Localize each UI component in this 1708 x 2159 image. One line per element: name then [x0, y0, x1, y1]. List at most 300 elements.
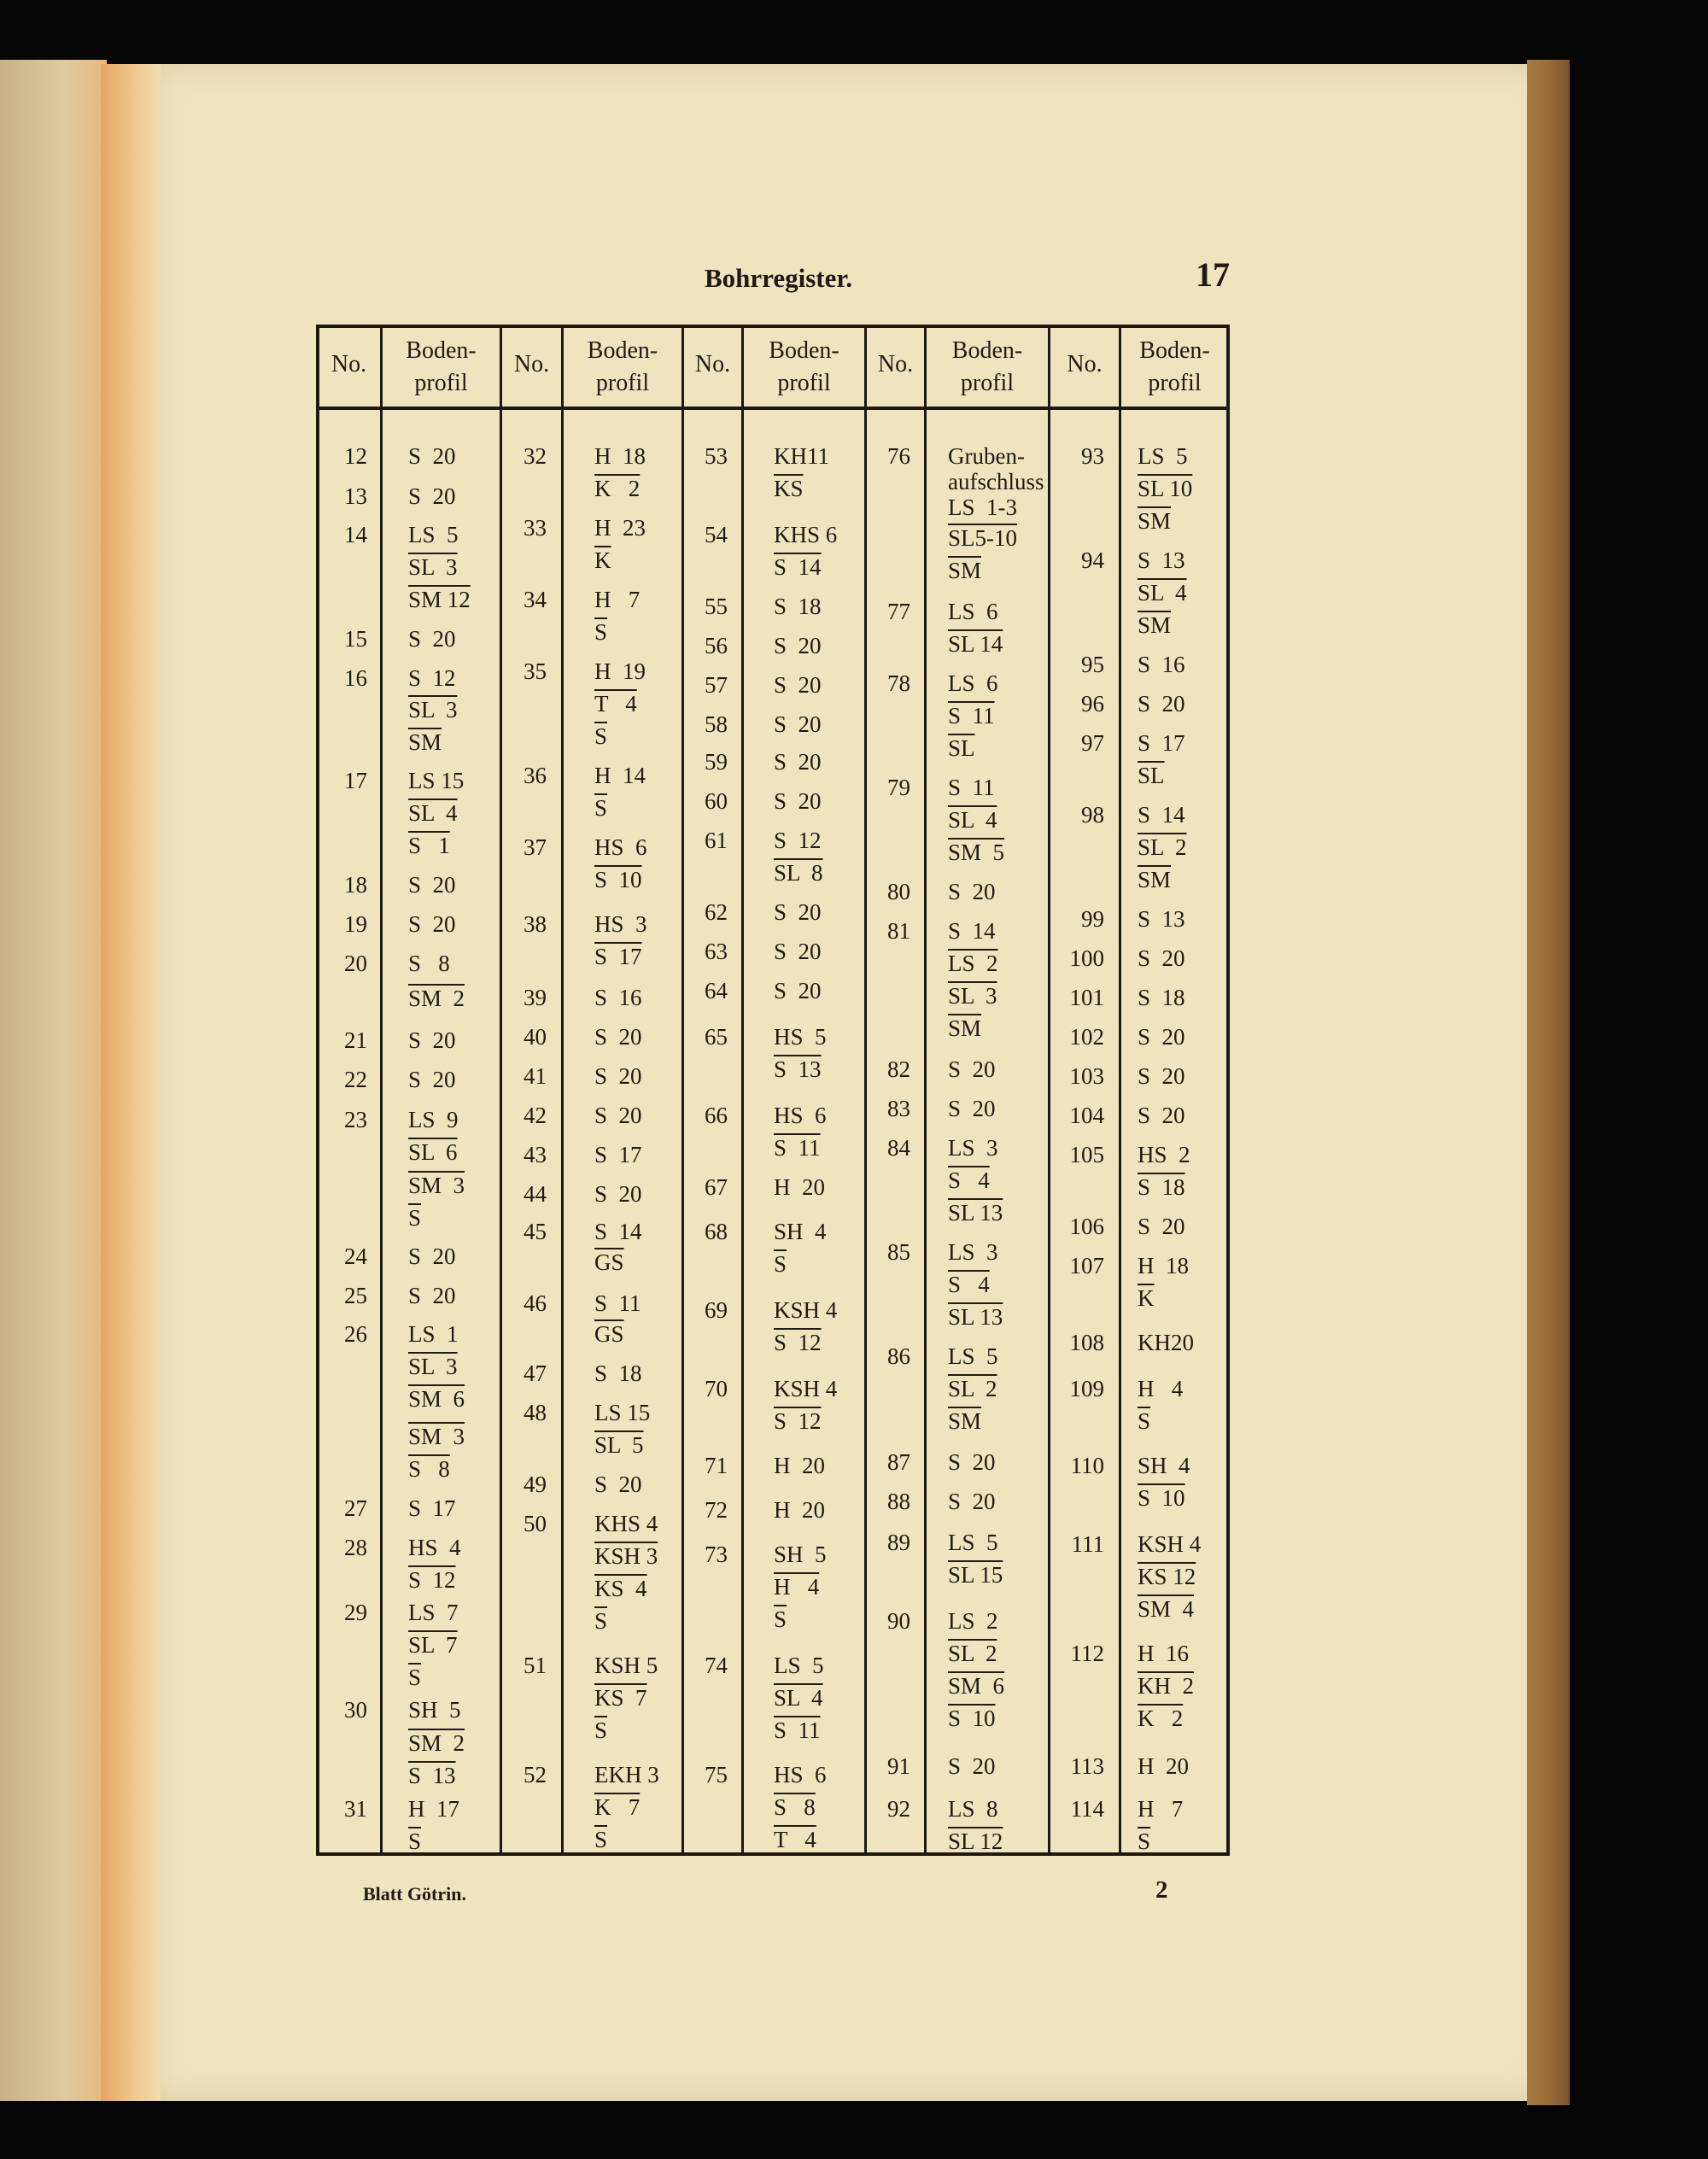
- soil-profile-entry: S 20: [774, 978, 822, 1003]
- soil-profile-entry: S 20: [1138, 691, 1185, 717]
- bore-number: 14: [344, 522, 367, 547]
- bore-number: 112: [1070, 1641, 1104, 1666]
- soil-profile-entry: KS 12: [1138, 1564, 1196, 1589]
- soil-profile-entry: H 14: [594, 763, 646, 788]
- soil-profile-entry: S 4: [948, 1167, 990, 1193]
- bore-number: 22: [344, 1067, 367, 1092]
- soil-profile-entry: S 20: [1138, 1214, 1185, 1239]
- soil-profile-entry: $\overline{SM}$: [1138, 612, 1172, 638]
- soil-profile-entry: LS 8: [948, 1796, 998, 1822]
- soil-profile-entry: S 20: [948, 1056, 996, 1082]
- soil-profile-entry: $\overline{SL}$: [948, 735, 975, 761]
- soil-profile-entry: S 12: [408, 1567, 456, 1593]
- soil-profile-entry: $\overline{S}$: [774, 1251, 787, 1277]
- bore-number: 100: [1069, 945, 1104, 971]
- bore-number: 39: [524, 985, 547, 1010]
- soil-profile-entry: $\overline{S}$: [594, 619, 608, 645]
- soil-profile-entry: LS 3: [948, 1135, 998, 1161]
- soil-profile-entry: S 4: [948, 1272, 990, 1297]
- soil-profile-entry: S 17: [594, 944, 642, 969]
- bore-number: 30: [344, 1697, 367, 1723]
- bore-number: 104: [1069, 1103, 1104, 1128]
- soil-profile-entry: H 20: [774, 1174, 825, 1200]
- bore-number: 33: [524, 515, 547, 541]
- soil-profile-entry: S 11: [948, 703, 995, 728]
- soil-profile-entry: H 23: [594, 515, 646, 541]
- soil-profile-entry: SL 3: [408, 1354, 458, 1379]
- column-divider: [380, 325, 383, 1856]
- soil-profile-entry: SM 3: [408, 1424, 465, 1449]
- soil-profile-entry: S 20: [1138, 1103, 1185, 1128]
- soil-profile-entry: HS 3: [594, 911, 647, 937]
- soil-profile-entry: S 20: [948, 879, 996, 904]
- bore-number: 26: [344, 1321, 367, 1347]
- bore-number: 20: [344, 951, 367, 976]
- bore-number: 35: [524, 658, 547, 684]
- soil-profile-entry: S 12: [774, 1330, 822, 1355]
- bore-number: 113: [1070, 1753, 1104, 1779]
- soil-profile-entry: $\overline{S}$: [594, 1608, 608, 1634]
- soil-profile-entry: SM 6: [408, 1386, 465, 1412]
- soil-profile-entry: S 20: [774, 672, 822, 698]
- soil-profile-entry: LS 5: [948, 1343, 998, 1369]
- soil-profile-entry: LS 1-3: [948, 494, 1017, 520]
- bore-number: 17: [344, 768, 367, 793]
- bore-number: 81: [887, 918, 910, 944]
- bore-number: 90: [887, 1608, 910, 1634]
- soil-profile-entry: SL 5: [594, 1432, 644, 1458]
- header-no: No.: [694, 351, 731, 377]
- bore-number: 41: [524, 1063, 547, 1089]
- soil-profile-entry: HS 6: [774, 1103, 827, 1128]
- soil-profile-entry: $\overline{SM}$: [948, 1015, 982, 1041]
- soil-profile-entry: S 20: [774, 939, 822, 964]
- bore-number: 50: [524, 1511, 547, 1536]
- bore-number: 85: [887, 1239, 910, 1265]
- soil-profile-entry: Gruben-: [948, 443, 1025, 469]
- bore-number: 88: [887, 1489, 910, 1514]
- soil-profile-entry: LS 15: [594, 1400, 651, 1425]
- bore-number: 101: [1069, 985, 1104, 1010]
- soil-profile-entry: KS 7: [594, 1685, 647, 1711]
- soil-profile-entry: T 4: [774, 1827, 816, 1852]
- soil-profile-entry: SL5-10: [948, 525, 1017, 551]
- bore-number: 77: [887, 599, 910, 624]
- bore-number: 83: [887, 1096, 910, 1121]
- soil-profile-entry: S 20: [774, 749, 822, 775]
- bore-number: 12: [344, 443, 367, 469]
- soil-profile-entry: S 20: [774, 633, 822, 658]
- bore-number: 82: [887, 1056, 910, 1082]
- soil-profile-entry: S 17: [408, 1495, 456, 1521]
- bore-number: 109: [1069, 1376, 1104, 1401]
- soil-profile-entry: H 20: [774, 1497, 825, 1523]
- soil-profile-entry: S 1: [408, 833, 450, 858]
- soil-profile-entry: H 7: [594, 587, 640, 612]
- soil-profile-entry: $\overline{S}$: [594, 1717, 608, 1743]
- soil-profile-entry: LS 6: [948, 599, 998, 624]
- soil-profile-entry: $\overline{S}$: [1138, 1408, 1151, 1434]
- bore-number: 102: [1069, 1024, 1104, 1050]
- soil-profile-entry: $\overline{K}$: [594, 547, 611, 573]
- soil-profile-entry: LS 3: [948, 1239, 998, 1265]
- soil-profile-entry: SL 4: [948, 807, 997, 833]
- soil-profile-entry: KH20: [1138, 1330, 1194, 1355]
- soil-profile-entry: S 14: [948, 918, 996, 944]
- soil-profile-entry: SM 12: [408, 587, 471, 612]
- soil-profile-entry: $\overline{GS}$: [594, 1249, 624, 1275]
- header-profil: Boden- profil: [951, 337, 1023, 396]
- bore-number: 18: [344, 872, 367, 898]
- page-title: Bohrregister.: [705, 263, 853, 293]
- soil-profile-entry: S 20: [408, 1283, 456, 1308]
- bore-number: 28: [344, 1535, 367, 1560]
- soil-profile-entry: S 14: [774, 554, 822, 580]
- bore-number: 111: [1071, 1531, 1104, 1557]
- soil-profile-entry: H 18: [1138, 1253, 1189, 1278]
- soil-profile-entry: KS 4: [594, 1576, 647, 1601]
- bore-number: 69: [705, 1297, 728, 1323]
- soil-profile-entry: H 20: [1138, 1753, 1189, 1779]
- soil-profile-entry: S 14: [594, 1219, 642, 1244]
- bore-number: 106: [1069, 1214, 1104, 1239]
- soil-profile-entry: S 12: [774, 828, 822, 853]
- soil-profile-entry: SM 2: [408, 1730, 465, 1756]
- soil-profile-entry: $\overline{K}$: [1138, 1285, 1155, 1311]
- column-divider: [924, 325, 927, 1856]
- page-gutter: [101, 64, 161, 2101]
- soil-profile-entry: H 18: [594, 443, 646, 469]
- soil-profile-entry: KSH 4: [1138, 1531, 1202, 1557]
- soil-profile-entry: SL 2: [1138, 834, 1187, 860]
- soil-profile-entry: K 2: [1138, 1706, 1184, 1731]
- soil-profile-entry: H 17: [408, 1796, 459, 1822]
- bore-number: 27: [344, 1495, 367, 1521]
- soil-profile-entry: SL 10: [1138, 476, 1193, 501]
- bore-number: 76: [887, 443, 910, 469]
- bore-number: 53: [705, 443, 728, 469]
- header-no: No.: [1067, 351, 1103, 377]
- bore-number: 52: [524, 1762, 547, 1787]
- bore-number: 62: [705, 899, 728, 925]
- soil-profile-entry: SL 12: [948, 1828, 1003, 1854]
- bore-number: 61: [705, 828, 728, 853]
- soil-profile-entry: SH 4: [1138, 1453, 1190, 1478]
- soil-profile-entry: LS 5: [408, 522, 459, 547]
- soil-profile-entry: S 20: [1138, 945, 1185, 971]
- bore-number: 38: [524, 911, 547, 937]
- soil-profile-entry: KH 2: [1138, 1673, 1194, 1699]
- soil-profile-entry: SL 6: [408, 1139, 458, 1165]
- bore-number: 59: [705, 749, 728, 775]
- bore-number: 78: [887, 670, 910, 696]
- header-profil: Boden- profil: [1139, 337, 1210, 396]
- bore-number: 107: [1069, 1253, 1104, 1278]
- header-profil: Boden- profil: [406, 337, 477, 396]
- bore-number: 97: [1081, 730, 1104, 756]
- header-profil: Boden- profil: [769, 337, 839, 396]
- soil-profile-entry: LS 2: [948, 951, 998, 976]
- soil-profile-entry: $\overline{SL}$: [1138, 763, 1165, 788]
- soil-profile-entry: S 20: [408, 1067, 456, 1092]
- soil-profile-entry: S 20: [948, 1449, 996, 1475]
- bore-number: 48: [524, 1400, 547, 1425]
- soil-profile-entry: H 20: [774, 1453, 825, 1478]
- soil-profile-entry: SH 5: [408, 1697, 461, 1723]
- soil-profile-entry: S 20: [594, 1472, 642, 1497]
- soil-profile-entry: S 20: [774, 788, 822, 814]
- soil-profile-entry: S 20: [408, 1243, 456, 1269]
- soil-profile-entry: SL 13: [948, 1304, 1003, 1330]
- soil-profile-entry: S 20: [774, 711, 822, 737]
- soil-profile-entry: S 10: [948, 1706, 996, 1731]
- bore-number: 43: [524, 1142, 547, 1167]
- soil-profile-entry: H 4: [774, 1574, 820, 1600]
- column-divider: [741, 325, 744, 1856]
- bore-number: 40: [524, 1024, 547, 1050]
- soil-profile-entry: S 10: [1138, 1485, 1185, 1511]
- column-divider: [1119, 325, 1121, 1856]
- soil-profile-entry: $\overline{S}$: [594, 795, 608, 821]
- soil-profile-entry: S 11: [774, 1135, 821, 1161]
- page-number: 17: [1196, 255, 1230, 294]
- soil-profile-entry: LS 15: [408, 768, 465, 793]
- soil-profile-entry: SL 4: [1138, 580, 1187, 606]
- bore-number: 94: [1081, 547, 1104, 573]
- soil-profile-entry: KHS 6: [774, 522, 838, 547]
- soil-profile-entry: S 10: [594, 867, 642, 892]
- soil-profile-entry: S 20: [408, 872, 456, 898]
- bore-number: 98: [1081, 802, 1104, 828]
- bore-number: 79: [887, 775, 910, 800]
- soil-profile-entry: $\overline{SM}$: [1138, 867, 1172, 892]
- bore-number: 16: [344, 665, 367, 691]
- soil-profile-entry: KSH 3: [594, 1543, 658, 1569]
- soil-profile-entry: S 20: [408, 1027, 456, 1053]
- column-divider: [681, 325, 684, 1856]
- soil-profile-entry: H 7: [1138, 1796, 1184, 1822]
- soil-profile-entry: H 19: [594, 658, 646, 684]
- signature-mark: 2: [1155, 1876, 1168, 1904]
- bore-number: 46: [524, 1290, 547, 1316]
- bore-number: 54: [705, 522, 728, 547]
- soil-profile-entry: $\overline{SM}$: [408, 729, 442, 755]
- soil-profile-entry: SL 4: [408, 800, 458, 826]
- soil-profile-entry: SM 2: [408, 986, 465, 1011]
- soil-profile-entry: S 11: [948, 775, 995, 800]
- soil-profile-entry: $\overline{S}$: [594, 1827, 608, 1852]
- soil-profile-entry: S 12: [774, 1408, 822, 1434]
- bore-number: 86: [887, 1343, 910, 1369]
- soil-profile-entry: S 11: [594, 1290, 641, 1316]
- bore-number: 103: [1069, 1063, 1104, 1089]
- header-no: No.: [330, 351, 367, 377]
- soil-profile-entry: S 20: [594, 1063, 642, 1089]
- soil-profile-entry: SL 2: [948, 1641, 997, 1666]
- soil-profile-entry: S 13: [408, 1763, 456, 1788]
- bore-number: 87: [887, 1449, 910, 1475]
- bore-number: 31: [344, 1796, 367, 1822]
- soil-profile-entry: SM 4: [1138, 1596, 1195, 1622]
- soil-profile-entry: S 11: [774, 1717, 821, 1743]
- left-page-edge: [0, 60, 107, 2101]
- bore-number: 95: [1081, 652, 1104, 677]
- soil-profile-entry: S 20: [594, 1181, 642, 1207]
- soil-profile-entry: S 20: [948, 1096, 996, 1121]
- bore-number: 92: [887, 1796, 910, 1822]
- soil-profile-entry: S 13: [774, 1056, 822, 1082]
- header-profil: Boden- profil: [587, 337, 658, 396]
- book-cover-edge: [1527, 60, 1570, 2105]
- soil-profile-entry: K 7: [594, 1794, 640, 1820]
- soil-profile-entry: LS 5: [1138, 443, 1188, 469]
- soil-profile-entry: S 18: [774, 594, 822, 619]
- bore-number: 51: [524, 1653, 547, 1678]
- bore-number: 64: [705, 978, 728, 1003]
- soil-profile-entry: S 20: [594, 1024, 642, 1050]
- bore-number: 49: [524, 1472, 547, 1497]
- soil-profile-entry: SL 4: [774, 1685, 823, 1711]
- soil-profile-entry: S 18: [1138, 985, 1185, 1010]
- bore-number: 91: [887, 1753, 910, 1779]
- bore-number: 25: [344, 1283, 367, 1308]
- soil-profile-entry: S 16: [594, 985, 642, 1010]
- soil-profile-entry: $\overline{S}$: [408, 1665, 422, 1690]
- soil-profile-entry: HS 5: [774, 1024, 827, 1050]
- soil-profile-entry: $\overline{S}$: [1138, 1828, 1151, 1854]
- bore-number: 32: [524, 443, 547, 469]
- soil-profile-entry: KH11: [774, 443, 829, 469]
- header-rule: [316, 407, 1230, 410]
- soil-profile-entry: SL 15: [948, 1562, 1003, 1588]
- bore-number: 68: [705, 1219, 728, 1244]
- bore-number: 13: [344, 483, 367, 509]
- soil-profile-entry: $\overline{S}$: [594, 723, 608, 749]
- bore-number: 105: [1069, 1142, 1104, 1167]
- soil-profile-entry: S 20: [594, 1103, 642, 1128]
- soil-profile-entry: HS 4: [408, 1535, 461, 1560]
- header-no: No.: [877, 351, 914, 377]
- soil-profile-entry: LS 2: [948, 1608, 998, 1634]
- bore-number: 37: [524, 834, 547, 860]
- soil-profile-entry: H 4: [1138, 1376, 1184, 1401]
- soil-profile-entry: S 13: [1138, 906, 1185, 932]
- bore-number: 36: [524, 763, 547, 788]
- soil-profile-entry: T 4: [594, 691, 637, 717]
- bore-number: 96: [1081, 691, 1104, 717]
- soil-profile-entry: SL 3: [408, 554, 458, 580]
- soil-profile-entry: S 20: [948, 1753, 996, 1779]
- soil-profile-entry: S 20: [408, 911, 456, 937]
- bore-number: 34: [524, 587, 547, 612]
- soil-profile-entry: LS 7: [408, 1600, 459, 1625]
- bore-number: 70: [705, 1376, 728, 1401]
- bore-number: 110: [1070, 1453, 1104, 1478]
- bore-number: 47: [524, 1360, 547, 1386]
- column-divider: [561, 325, 564, 1856]
- soil-profile-entry: S 18: [594, 1360, 642, 1386]
- soil-profile-entry: SL 13: [948, 1200, 1003, 1226]
- bore-number: 60: [705, 788, 728, 814]
- soil-profile-entry: S 20: [1138, 1024, 1185, 1050]
- soil-profile-entry: S 17: [1138, 730, 1185, 756]
- soil-profile-entry: HS 6: [594, 834, 647, 860]
- soil-profile-entry: S 16: [1138, 652, 1185, 677]
- soil-profile-entry: S 14: [1138, 802, 1185, 828]
- soil-profile-entry: SM 6: [948, 1673, 1005, 1699]
- bore-number: 72: [705, 1497, 728, 1523]
- soil-profile-entry: S 13: [1138, 547, 1185, 573]
- soil-profile-entry: SL 3: [948, 983, 997, 1009]
- soil-profile-entry: KSH 5: [594, 1653, 658, 1678]
- soil-profile-entry: SL 3: [408, 697, 458, 723]
- bore-number: 108: [1069, 1330, 1104, 1355]
- bore-number: 24: [344, 1243, 367, 1269]
- soil-profile-entry: $\overline{GS}$: [594, 1321, 624, 1347]
- bore-number: 99: [1081, 906, 1104, 932]
- bore-number: 21: [344, 1027, 367, 1053]
- soil-profile-entry: S 20: [1138, 1063, 1185, 1089]
- bore-number: 75: [705, 1762, 728, 1787]
- bore-number: 57: [705, 672, 728, 698]
- soil-profile-entry: $\overline{SM}$: [948, 1408, 982, 1434]
- header-no: No.: [513, 351, 550, 377]
- soil-profile-entry: LS 9: [408, 1107, 459, 1132]
- bore-number: 58: [705, 711, 728, 737]
- soil-profile-entry: K 2: [594, 476, 640, 501]
- soil-profile-entry: S 8: [408, 1456, 450, 1482]
- soil-profile-entry: $\overline{KS}$: [774, 476, 804, 501]
- soil-profile-entry: $\overline{SM}$: [948, 558, 982, 583]
- bore-number: 15: [344, 626, 367, 652]
- soil-profile-entry: $\overline{SM}$: [1138, 508, 1172, 534]
- soil-profile-entry: S 20: [408, 443, 456, 469]
- soil-profile-entry: LS 5: [774, 1653, 824, 1678]
- bore-number: 44: [524, 1181, 547, 1207]
- soil-profile-entry: KSH 4: [774, 1297, 838, 1323]
- soil-profile-entry: S 18: [1138, 1174, 1185, 1200]
- soil-profile-entry: KHS 4: [594, 1511, 658, 1536]
- bore-number: 71: [705, 1453, 728, 1478]
- soil-profile-entry: H 16: [1138, 1641, 1189, 1666]
- bore-number: 56: [705, 633, 728, 658]
- bore-number: 84: [887, 1135, 910, 1161]
- soil-profile-entry: S 8: [408, 951, 450, 976]
- soil-profile-entry: SL 7: [408, 1632, 458, 1658]
- bore-number: 29: [344, 1600, 367, 1625]
- sheet-name: Blatt Götrin.: [363, 1883, 466, 1904]
- bore-number: 89: [887, 1530, 910, 1555]
- soil-profile-entry: EKH 3: [594, 1762, 659, 1787]
- bore-number: 63: [705, 939, 728, 964]
- soil-profile-entry: SL 14: [948, 631, 1003, 657]
- bore-number: 73: [705, 1542, 728, 1567]
- soil-profile-entry: S 17: [594, 1142, 642, 1167]
- soil-profile-entry: HS 6: [774, 1762, 827, 1787]
- bore-number: 23: [344, 1107, 367, 1132]
- soil-profile-entry: $\overline{S}$: [774, 1606, 787, 1632]
- bore-number: 74: [705, 1653, 728, 1678]
- bore-number: 66: [705, 1103, 728, 1128]
- soil-profile-entry: S 20: [408, 626, 456, 652]
- bore-number: 67: [705, 1174, 728, 1200]
- column-divider: [500, 325, 502, 1856]
- soil-profile-entry: LS 1: [408, 1321, 459, 1347]
- soil-profile-entry: SM 3: [408, 1173, 465, 1198]
- soil-profile-entry: SM 5: [948, 840, 1005, 865]
- soil-profile-entry: S 20: [408, 483, 456, 509]
- soil-profile-entry: HS 2: [1138, 1142, 1190, 1167]
